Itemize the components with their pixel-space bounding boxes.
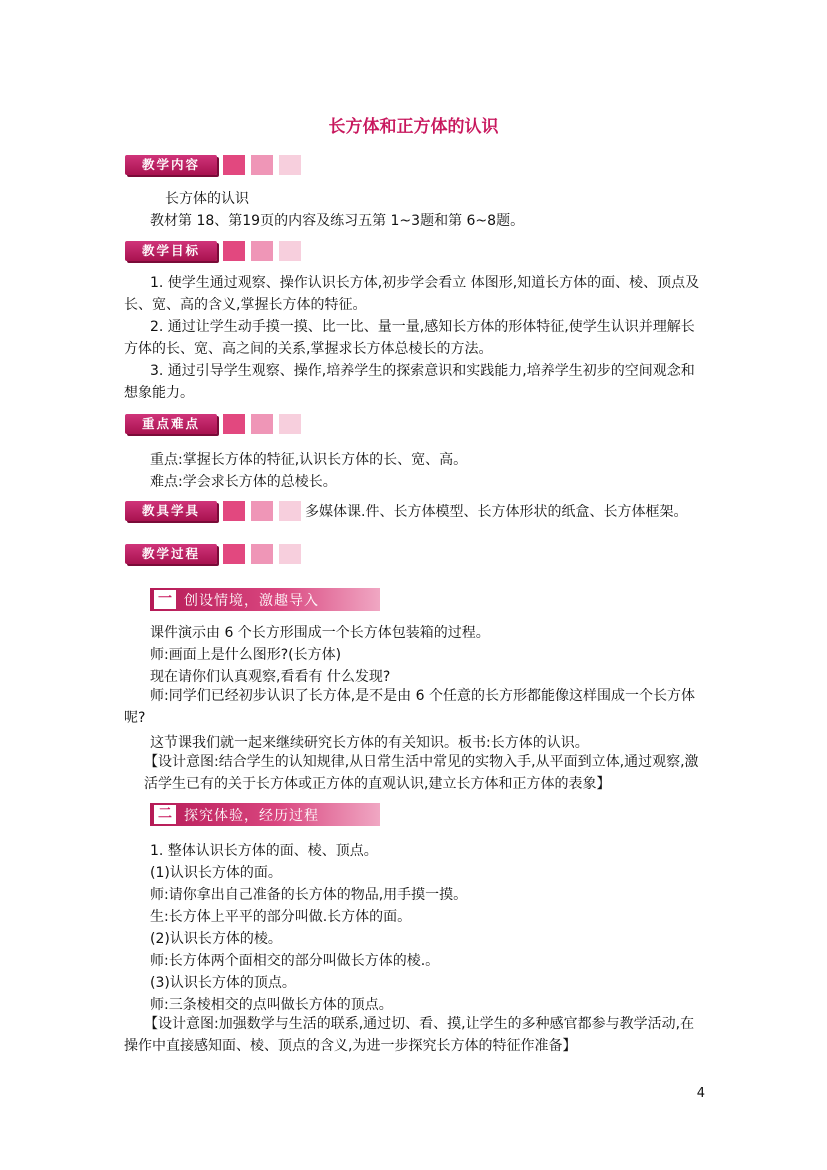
process-line: 生:长方体上平平的部分叫做.长方体的面。 (150, 909, 412, 925)
subsection-title: 创设情境，激趣导入 (184, 592, 319, 609)
decor-square (279, 155, 301, 175)
decor-square (223, 155, 245, 175)
design-intent: 【设计意图:结合学生的认知规律,从日常生活中常见的实物入手,从平面到立体,通过观察,激活学生已有的关于长方体或正方体的直观认识,建立长方体和正方体的表象】 (144, 754, 699, 792)
process-paragraph: 师:同学们已经初步认识了长方体,是不是由 6 个任意的长方形都能像这样围成一个长方体呢? (124, 688, 695, 726)
decor-square (251, 241, 273, 261)
design-intent: 【设计意图:加强数学与生活的联系,通过切、看、摸,让学生的多种感官都参与教学活动,在操作中直接感知面、棱、顶点的含义,为进一步探究长方体的特征作准备】 (124, 1016, 695, 1054)
process-line: (3)认识长方体的顶点。 (150, 975, 296, 991)
tools-text: 多媒体课.件、长方体模型、长方体形状的纸盒、长方体框架。 (305, 504, 688, 520)
key-point-line: 难点:学会求长方体的总棱长。 (150, 474, 337, 490)
section-header-content (125, 154, 301, 176)
process-line: 师:三条棱相交的点叫做长方体的顶点。 (150, 997, 393, 1013)
process-line: 1. 整体认识长方体的面、棱、顶点。 (150, 843, 378, 859)
process-line: 课件演示由 6 个长方形围成一个长方体包装箱的过程。 (150, 625, 490, 641)
content-line: 教材第 18、第19页的内容及练习五第 1~3题和第 6~8题。 (150, 213, 525, 229)
decor-square (279, 414, 301, 434)
goal-item: 1. 使学生通过观察、操作认识长方体,初步学会看立 体图形,知道长方体的面、棱、顶点及长、宽、高的含义,掌握长方体的特征。 (124, 275, 700, 313)
section-label: 教学过程 (125, 544, 217, 564)
section-header-goals (125, 240, 301, 262)
subsection-title: 探究体验，经历过程 (184, 807, 319, 824)
decor-square (251, 544, 273, 564)
decor-square (279, 241, 301, 261)
page-title: 长方体和正方体的认识 (328, 117, 499, 137)
page-number: 4 (696, 1086, 705, 1101)
section-label: 教学目标 (125, 241, 217, 261)
key-point-line: 重点:掌握长方体的特征,认识长方体的长、宽、高。 (150, 452, 468, 468)
subsection-header-2 (150, 803, 380, 826)
process-line: 师:长方体两个面相交的部分叫做长方体的棱.。 (150, 953, 440, 969)
decor-square (223, 501, 245, 521)
subsection-number: 一 (154, 590, 176, 609)
section-label: 教具学具 (125, 501, 217, 521)
section-header-tools (125, 500, 687, 522)
goal-item: 3. 通过引导学生观察、操作,培养学生的探索意识和实践能力,培养学生初步的空间观念和想象能力。 (124, 363, 695, 401)
decor-square (279, 501, 301, 521)
subsection-header-1 (150, 588, 380, 611)
decor-square (251, 501, 273, 521)
content-line: 长方体的认识 (165, 191, 249, 207)
decor-square (251, 155, 273, 175)
section-header-process (125, 543, 301, 565)
goal-item: 2. 通过让学生动手摸一摸、比一比、量一量,感知长方体的形体特征,使学生认识并理解长方体的长、宽、高之间的关系,掌握求长方体总棱长的方法。 (124, 319, 695, 357)
decor-square (251, 414, 273, 434)
decor-square (223, 241, 245, 261)
section-label: 重点难点 (125, 414, 217, 434)
decor-square (223, 414, 245, 434)
process-line: (1)认识长方体的面。 (150, 865, 282, 881)
process-line: 师:请你拿出自己准备的长方体的物品,用手摸一摸。 (150, 887, 468, 903)
section-label: 教学内容 (125, 155, 217, 175)
process-line: (2)认识长方体的棱。 (150, 931, 282, 947)
decor-square (279, 544, 301, 564)
decor-square (223, 544, 245, 564)
subsection-number: 二 (154, 805, 176, 824)
process-line: 这节课我们就一起来继续研究长方体的有关知识。板书:长方体的认识。 (150, 735, 589, 751)
section-header-key-points (125, 413, 301, 435)
process-line: 师:画面上是什么图形?(长方体) (150, 647, 342, 663)
process-line: 现在请你们认真观察,看看有 什么发现? (150, 669, 391, 685)
